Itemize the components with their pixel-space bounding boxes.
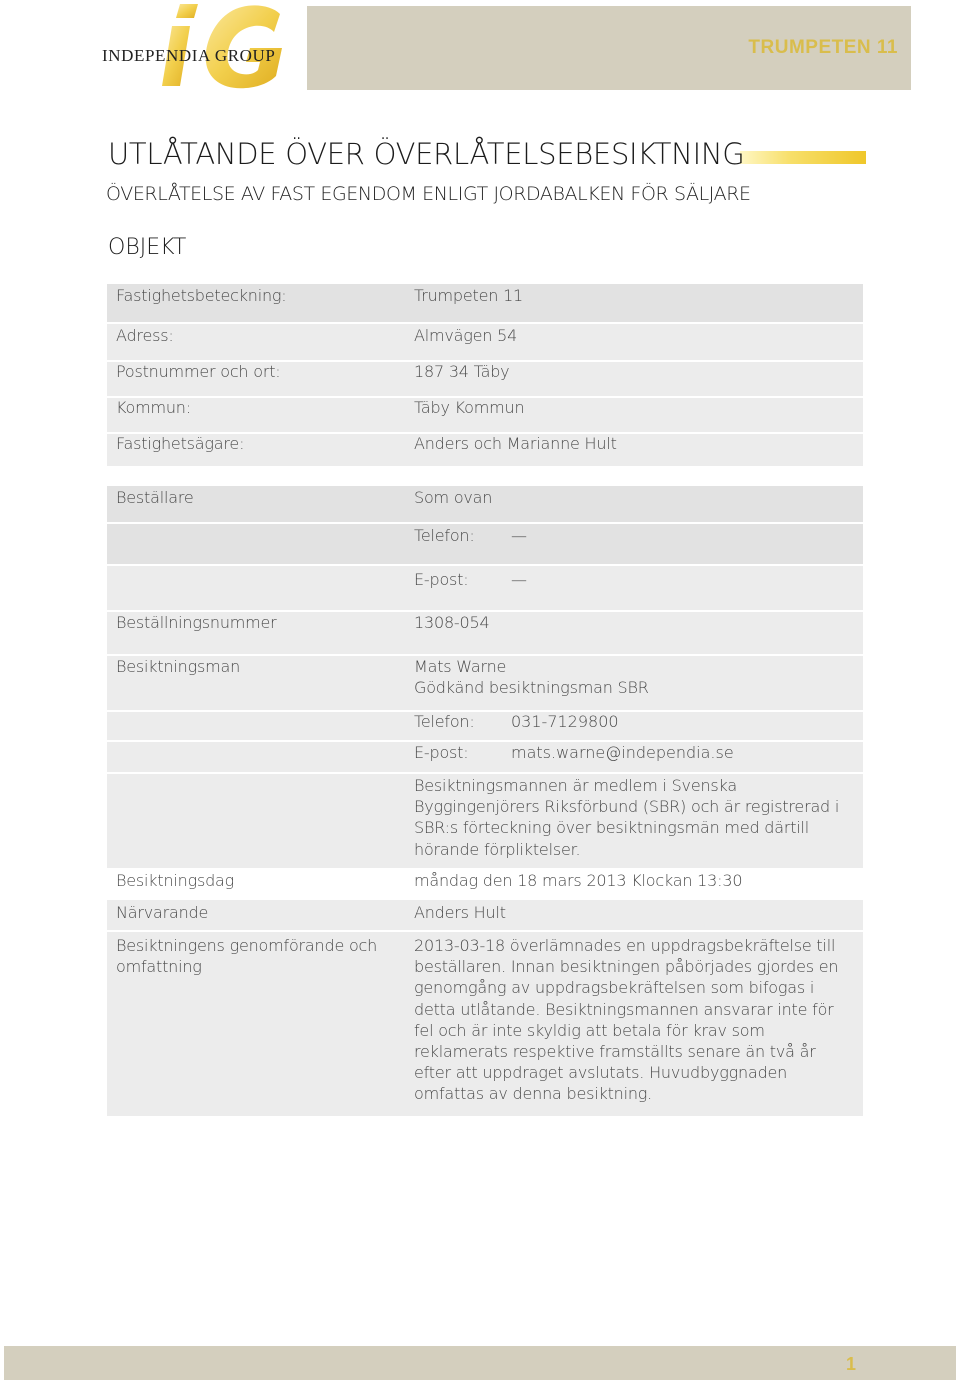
value-narvarande: Anders Hult xyxy=(414,903,506,922)
row-kommun xyxy=(107,398,863,432)
row-bestallare-telefon xyxy=(107,524,863,564)
label-kommun: Kommun: xyxy=(116,398,191,417)
value-genomforande: 2013-03-18 överlämnades en uppdragsbekräftelse till beställaren. Innan besiktningen påbörjades gjordes en genomgång av uppdragsbekräftelsen som bifogas i detta utlåtande. Besiktningsmannen ansvarar inte för fel och är inte skyldig att betala för krav som reklamerats respektive framställts senare än två år efter att uppdraget avslutats. Huvudbyggnaden omfattas av denna besiktning. xyxy=(414,936,839,1104)
label-besiktningsman-epost: E-post: xyxy=(414,743,469,762)
row-besiktningsman-note xyxy=(107,774,863,868)
label-postnummer: Postnummer och ort: xyxy=(116,362,281,381)
row-postnummer xyxy=(107,362,863,398)
label-fastighetsbeteckning: Fastighetsbeteckning: xyxy=(116,286,287,305)
value-bestallningsnummer: 1308-054 xyxy=(414,613,490,632)
row-bestallare xyxy=(107,486,863,522)
label-narvarande: Närvarande xyxy=(116,903,209,922)
value-bestallare-epost: — xyxy=(511,570,527,589)
value-besiktningsman-epost: mats.warne@independia.se xyxy=(511,743,734,762)
footer-band xyxy=(4,1346,956,1380)
value-bestallare-telefon: — xyxy=(511,526,527,545)
label-bestallare-epost: E-post: xyxy=(414,570,469,589)
row-bestallare-epost xyxy=(107,566,863,610)
value-kommun: Täby Kommun xyxy=(414,398,525,417)
label-bestallningsnummer: Beställningsnummer xyxy=(116,613,277,632)
value-fastighetsagare: Anders och Marianne Hult xyxy=(414,434,617,453)
value-bestallare: Som ovan xyxy=(414,488,493,507)
value-fastighetsbeteckning: Trumpeten 11 xyxy=(414,286,524,305)
row-besiktningsdag xyxy=(107,868,863,900)
row-besiktningsman-telefon xyxy=(107,712,863,740)
label-besiktningsdag: Besiktningsdag xyxy=(116,871,235,890)
row-genomforande xyxy=(107,932,863,1116)
value-besiktningsdag: måndag den 18 mars 2013 Klockan 13:30 xyxy=(414,871,743,890)
page-number: 1 xyxy=(845,1354,856,1374)
row-adress xyxy=(107,324,863,360)
value-besiktningsman-name: Mats Warne xyxy=(414,657,507,676)
document-title: UTLÅTANDE ÖVER ÖVERLÅTELSEBESIKTNING xyxy=(108,137,745,171)
row-besiktningsman xyxy=(107,656,863,710)
logo-text: INDEPENDIA GROUP xyxy=(102,46,276,65)
label-adress: Adress: xyxy=(116,326,174,345)
property-table xyxy=(107,284,863,466)
label-genomforande: Besiktningens genomförande och omfattning xyxy=(116,936,378,976)
row-bestallningsnummer xyxy=(107,612,863,654)
row-fastighetsbeteckning xyxy=(107,284,863,322)
row-fastighetsagare xyxy=(107,434,863,466)
row-narvarande xyxy=(107,900,863,930)
header-title: TRUMPETEN 11 xyxy=(748,37,898,58)
title-accent-bar xyxy=(740,151,866,164)
section-title-objekt: OBJEKT xyxy=(108,235,187,260)
label-bestallare: Beställare xyxy=(116,488,194,507)
value-besiktningsman-title: Gödkänd besiktningsman SBR xyxy=(414,678,649,697)
value-besiktningsman-telefon: 031-7129800 xyxy=(511,712,619,731)
row-besiktningsman-epost xyxy=(107,742,863,772)
label-fastighetsagare: Fastighetsägare: xyxy=(116,434,245,453)
label-besiktningsman-telefon: Telefon: xyxy=(414,712,475,731)
company-logo xyxy=(100,0,310,92)
label-besiktningsman: Besiktningsman xyxy=(116,657,241,676)
besiktningsman-note: Besiktningsmannen är medlem i Svenska Byggingenjörers Riksförbund (SBR) och är registrerad i SBR:s förteckning över besiktningsmän med därtill hörande förpliktelser. xyxy=(414,776,840,859)
value-adress: Almvägen 54 xyxy=(414,326,518,345)
label-bestallare-telefon: Telefon: xyxy=(414,526,475,545)
details-table xyxy=(107,486,863,1116)
document-subtitle: ÖVERLÅTELSE AV FAST EGENDOM ENLIGT JORDABALKEN FÖR SÄLJARE xyxy=(106,183,751,205)
value-postnummer: 187 34 Täby xyxy=(414,362,510,381)
